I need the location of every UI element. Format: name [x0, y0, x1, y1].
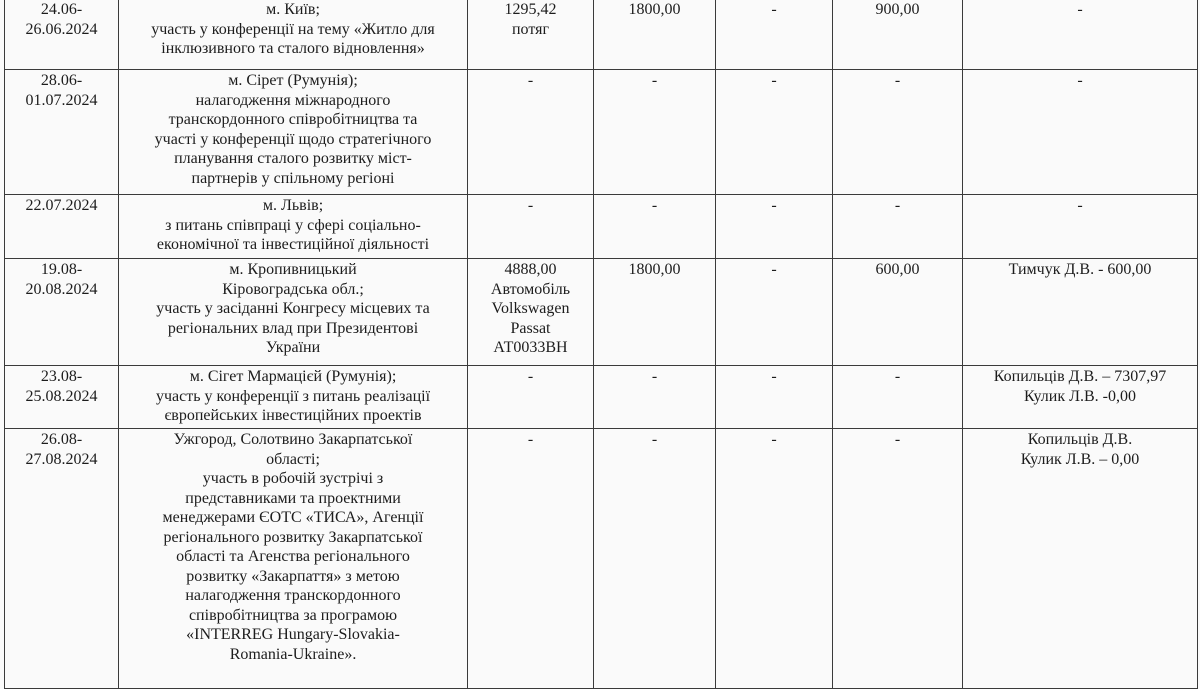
trip-date-cell: 22.07.2024	[5, 195, 119, 259]
accommodation-cell: -	[833, 366, 963, 429]
transport-cost-cell: -	[468, 195, 594, 259]
per-diem-cell: 1800,00	[594, 259, 716, 366]
column-5-cell: -	[716, 195, 833, 259]
trip-destination-purpose-cell: м. Сірет (Румунія); налагодження міжнародного транскордонного співробітництва та участі у конференції щодо стратегічного планування сталого розвитку міст- партнерів у спільному регіоні	[119, 70, 468, 195]
notes-cell: -	[963, 195, 1198, 259]
trip-destination-purpose-cell: м. Кропивницький Кіровоградська обл.; участь у засіданні Конгресу місцевих та регіональних влад при Президентові України	[119, 259, 468, 366]
notes-cell: Копильців Д.В. – 7307,97 Кулик Л.В. -0,00	[963, 366, 1198, 429]
per-diem-cell: -	[594, 195, 716, 259]
per-diem-cell: -	[594, 366, 716, 429]
trip-destination-purpose-cell: м. Київ; участь у конференції на тему «Житло для інклюзивного та сталого відновлення»	[119, 0, 468, 70]
column-5-cell: -	[716, 366, 833, 429]
trip-destination-purpose-cell: м. Сігет Мармацієй (Румунія); участь у конференції з питань реалізації європейських інвестиційних проектів	[119, 366, 468, 429]
per-diem-cell: 1800,00	[594, 0, 716, 70]
notes-cell: -	[963, 70, 1198, 195]
trip-date-cell: 19.08- 20.08.2024	[5, 259, 119, 366]
column-5-cell: -	[716, 429, 833, 689]
accommodation-cell: 600,00	[833, 259, 963, 366]
trip-date-cell: 26.08- 27.08.2024	[5, 429, 119, 689]
accommodation-cell: -	[833, 70, 963, 195]
notes-cell: Тимчук Д.В. - 600,00	[963, 259, 1198, 366]
column-5-cell: -	[716, 70, 833, 195]
business-trips-table	[4, 0, 1198, 689]
trip-date-cell: 28.06- 01.07.2024	[5, 70, 119, 195]
transport-cost-cell: 4888,00 Автомобіль Volkswagen Passat АТ0033ВН	[468, 259, 594, 366]
notes-cell: -	[963, 0, 1198, 70]
per-diem-cell: -	[594, 70, 716, 195]
accommodation-cell: -	[833, 429, 963, 689]
per-diem-cell: -	[594, 429, 716, 689]
table-row	[5, 429, 1198, 689]
table-row	[5, 366, 1198, 429]
accommodation-cell: -	[833, 195, 963, 259]
transport-cost-cell: -	[468, 70, 594, 195]
table-row	[5, 195, 1198, 259]
trip-destination-purpose-cell: м. Львів; з питань співпраці у сфері соціально- економічної та інвестиційної діяльності	[119, 195, 468, 259]
table-row	[5, 70, 1198, 195]
notes-cell: Копильців Д.В. Кулик Л.В. – 0,00	[963, 429, 1198, 689]
transport-cost-cell: 1295,42 потяг	[468, 0, 594, 70]
trip-date-cell: 23.08- 25.08.2024	[5, 366, 119, 429]
accommodation-cell: 900,00	[833, 0, 963, 70]
transport-cost-cell: -	[468, 366, 594, 429]
column-5-cell: -	[716, 259, 833, 366]
trip-destination-purpose-cell: Ужгород, Солотвино Закарпатської області; участь в робочій зустрічі з представниками та проектними менеджерами ЄОТС «ТИСА», Агенції регіонального розвитку Закарпатської області та Агенства регіонального розвитку «Закарпаття» з метою налагодження транскордонного співробітництва за програмою «INTERREG Hungary-Slovakia- Romania-Ukraine».	[119, 429, 468, 689]
trip-date-cell: 24.06- 26.06.2024	[5, 0, 119, 70]
column-5-cell: -	[716, 0, 833, 70]
table-row	[5, 259, 1198, 366]
transport-cost-cell: -	[468, 429, 594, 689]
table-row	[5, 0, 1198, 70]
